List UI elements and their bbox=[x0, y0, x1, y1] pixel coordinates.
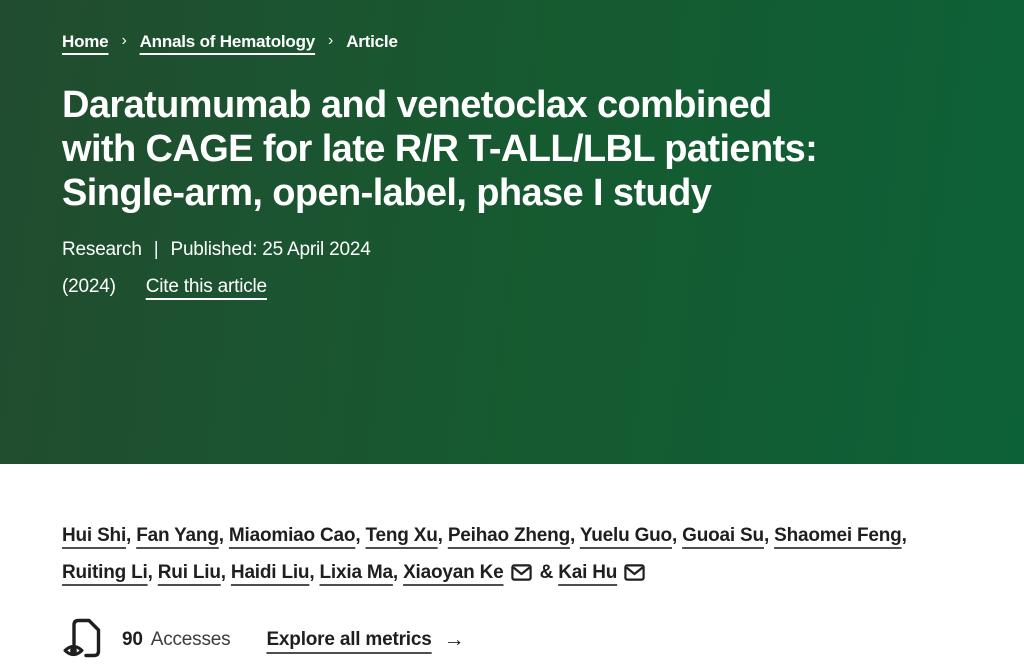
author-separator: & bbox=[534, 562, 559, 583]
explore-all-metrics-link[interactable]: Explore all metrics bbox=[266, 629, 432, 650]
author-separator: , bbox=[569, 525, 580, 546]
meta-divider: | bbox=[153, 239, 159, 260]
publication-year: (2024) bbox=[62, 276, 116, 297]
article-meta bbox=[62, 239, 962, 261]
author-link[interactable]: Guoai Su bbox=[682, 525, 764, 546]
author-separator: , bbox=[220, 562, 231, 583]
article-title-line: Daratumumab and venetoclax combined bbox=[62, 84, 772, 126]
author-link[interactable]: Miaomiao Cao bbox=[228, 525, 356, 546]
author-link[interactable]: Fan Yang bbox=[136, 525, 219, 546]
byline-section bbox=[0, 464, 1024, 667]
arrow-right-icon: → bbox=[443, 628, 465, 651]
author-separator: , bbox=[126, 525, 137, 546]
author-link[interactable]: Xiaoyan Ke bbox=[403, 562, 504, 583]
breadcrumb-home-link[interactable]: Home bbox=[62, 32, 109, 51]
author-separator: , bbox=[309, 562, 320, 583]
author-separator: , bbox=[763, 525, 775, 546]
author-link[interactable]: Shaomei Feng bbox=[774, 525, 902, 546]
breadcrumb-current-page: Article bbox=[346, 32, 398, 51]
article-type-label: Research bbox=[62, 239, 142, 260]
article-title-line: with CAGE for late R/R T-ALL/LBL patients: bbox=[62, 128, 818, 170]
breadcrumb bbox=[62, 32, 962, 52]
author-link[interactable]: Yuelu Guo bbox=[579, 525, 672, 546]
chevron-right-icon: › bbox=[121, 32, 127, 49]
metrics-row bbox=[62, 613, 962, 667]
author-link[interactable]: Hui Shi bbox=[62, 525, 127, 546]
author-link[interactable]: Peihao Zheng bbox=[447, 525, 570, 546]
accesses-count: 90 bbox=[122, 629, 143, 650]
published-date: Published: 25 April 2024 bbox=[170, 239, 371, 260]
author-separator: , bbox=[901, 525, 907, 546]
cite-this-article-link[interactable]: Cite this article bbox=[145, 276, 267, 297]
chevron-right-icon: › bbox=[328, 32, 334, 49]
author-link[interactable]: Kai Hu bbox=[558, 562, 618, 583]
author-link[interactable]: Ruiting Li bbox=[62, 562, 148, 583]
author-separator: , bbox=[437, 525, 448, 546]
article-title-line: Single-arm, open-label, phase I study bbox=[62, 172, 712, 214]
author-link[interactable]: Lixia Ma bbox=[319, 562, 393, 583]
author-link[interactable]: Haidi Liu bbox=[230, 562, 310, 583]
email-envelope-icon[interactable] bbox=[511, 557, 532, 594]
article-title bbox=[62, 83, 962, 215]
author-separator: , bbox=[671, 525, 683, 546]
accesses-label: Accesses bbox=[150, 629, 231, 650]
author-separator: , bbox=[355, 525, 366, 546]
author-link[interactable]: Teng Xu bbox=[365, 525, 438, 546]
author-link[interactable]: Rui Liu bbox=[157, 562, 221, 583]
accesses-document-eye-icon bbox=[62, 613, 108, 667]
author-separator: , bbox=[392, 562, 404, 583]
cite-row bbox=[62, 276, 962, 298]
author-separator: , bbox=[147, 562, 158, 583]
author-list bbox=[62, 517, 924, 594]
breadcrumb-journal-link[interactable]: Annals of Hematology bbox=[139, 32, 316, 51]
author-separator: , bbox=[218, 525, 229, 546]
email-envelope-icon[interactable] bbox=[624, 557, 645, 594]
